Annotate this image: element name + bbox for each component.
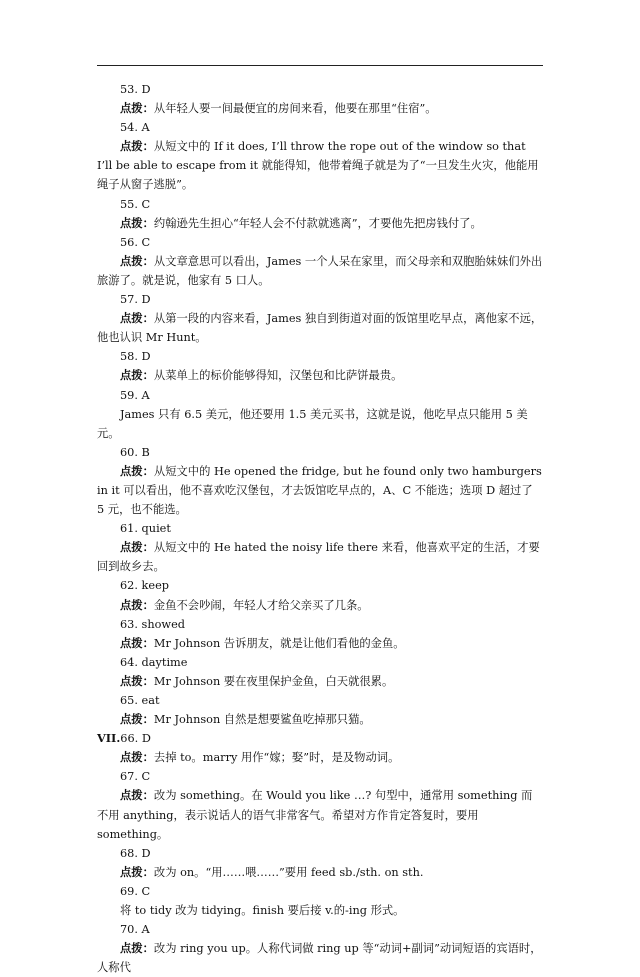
explanation-text: 将 to tidy 改为 tidying。finish 要后接 v.的-ing 形式。 xyxy=(120,904,405,918)
explanation xyxy=(97,99,543,118)
answer-number: 69. C xyxy=(120,884,151,898)
explanation-text: 改为 on。“用……喂……”要用 feed sb./sth. on sth. xyxy=(153,865,424,879)
explanation-label: 点拨： xyxy=(120,712,154,727)
explanation-text: 金鱼不会吵闹，年轻人才给父亲买了几条。 xyxy=(153,598,369,612)
answer-number: 67. C xyxy=(120,770,151,784)
explanation-label: 点拨： xyxy=(120,750,154,765)
answer-number: 64. daytime xyxy=(120,655,188,669)
answer-number: 65. eat xyxy=(120,694,160,707)
explanation-label: 点拨： xyxy=(120,253,154,268)
explanation xyxy=(97,710,543,729)
explanation-text: Mr Johnson 告诉朋友，就是让他们看他的金鱼。 xyxy=(153,636,405,650)
explanation-text: 从第一段的内容来看，James 独自到街道对面的饭馆里吃早点，离他家不远，他也认识 Mr Hunt。 xyxy=(97,312,543,345)
explanation-text: 从短文中的 He opened the fridge, but he found only two hamburgers in it 可以看出，他不喜欢吃汉堡包，才去饭馆吃早点的，A、C 不能选；选项 D 超过了 5 元，也不能选。 xyxy=(97,464,542,517)
explanation xyxy=(97,405,543,443)
answer-number: 54. A xyxy=(120,121,150,135)
explanation xyxy=(97,538,543,576)
explanation-label: 点拨： xyxy=(120,368,154,383)
explanation-text: Mr Johnson 自然是想要鲨鱼吃掉那只猫。 xyxy=(153,713,371,727)
explanation-label: 点拨： xyxy=(120,540,154,555)
explanation-text: 改为 ring you up。人称代词做 ring up 等“动词+副词”动词短语的宾语时，人称代 xyxy=(97,942,542,975)
explanation xyxy=(97,309,543,347)
explanation xyxy=(97,786,543,843)
explanation-label: 点拨： xyxy=(120,101,154,116)
explanation xyxy=(97,863,543,882)
explanation xyxy=(97,901,543,920)
header-rule xyxy=(97,65,543,66)
explanation xyxy=(97,137,543,194)
answer-number: 56. C xyxy=(120,235,151,249)
explanation-label: 点拨： xyxy=(120,673,154,688)
answer-number: 58. D xyxy=(120,350,151,364)
explanation xyxy=(97,596,543,615)
answer-number: 53. D xyxy=(120,83,151,96)
explanation-label: 点拨： xyxy=(120,311,154,326)
answer-number: 57. D xyxy=(120,293,151,307)
answer-number: 62. keep xyxy=(120,579,170,593)
explanation-label: 点拨： xyxy=(120,788,154,803)
explanation-text: 从短文中的 If it does, I’ll throw the rope out of the window so that I’ll be able to escape from it 就能得知，他带着绳子就是为了“一旦发生火灾，他能用绳子从窗子逃脱”。 xyxy=(97,140,539,192)
explanation-label: 点拨： xyxy=(120,597,154,612)
answer-number: 59. A xyxy=(120,388,150,402)
explanation xyxy=(97,462,543,519)
explanation xyxy=(97,214,543,233)
explanation-label: 点拨： xyxy=(120,215,154,230)
answer-list xyxy=(97,80,543,977)
explanation-text: 从文章意思可以看出，James 一个人呆在家里，而父母亲和双胞胎妹妹们外出旅游了。就是说，他家有 5 口人。 xyxy=(97,254,543,287)
explanation-text: 从短文中的 He hated the noisy life there 来看，他喜欢平定的生活，才要回到故乡去。 xyxy=(97,541,540,574)
explanation xyxy=(97,634,543,653)
explanation-label: 点拨： xyxy=(120,941,154,956)
answer-number: 63. showed xyxy=(120,617,186,631)
answer-number: 61. quiet xyxy=(120,522,171,536)
explanation-text: Mr Johnson 要在夜里保护金鱼，白天就很累。 xyxy=(153,674,394,688)
explanation-label: 点拨： xyxy=(120,463,154,478)
explanation xyxy=(97,939,543,977)
answer-number xyxy=(97,729,543,748)
answer-number-text: 66. D xyxy=(120,732,151,746)
answer-number: 68. D xyxy=(120,846,151,860)
explanation-text: 约翰逊先生担心“年轻人会不付款就逃离”，才要他先把房钱付了。 xyxy=(153,216,482,230)
explanation xyxy=(97,252,543,290)
explanation xyxy=(97,748,543,767)
explanation-text: 改为 something。在 Would you like …? 句型中，通常用 something 而不用 anything，表示说话人的语气非常客气。希望对方作肯定答复时，要用 something。 xyxy=(97,789,533,841)
explanation-text: 从年轻人要一间最便宜的房间来看，他要在那里“住宿”。 xyxy=(153,102,437,116)
explanation-label: 点拨： xyxy=(120,139,154,154)
explanation-label: 点拨： xyxy=(120,864,154,879)
explanation-text: James 只有 6.5 美元，他还要用 1.5 美元买书，这就是说，他吃早点只能用 5 美元。 xyxy=(97,407,528,440)
explanation xyxy=(97,672,543,691)
answer-number: 55. C xyxy=(120,197,151,211)
answer-number: 70. A xyxy=(120,923,150,937)
explanation-text: 从菜单上的标价能够得知，汉堡包和比萨饼最贵。 xyxy=(153,369,403,383)
explanation-label: 点拨： xyxy=(120,635,154,650)
answer-number: 60. B xyxy=(120,445,150,459)
explanation xyxy=(97,366,543,385)
explanation-text: 去掉 to。marry 用作“嫁；娶”时，是及物动词。 xyxy=(153,751,400,765)
section-prefix: VII. xyxy=(97,731,121,746)
